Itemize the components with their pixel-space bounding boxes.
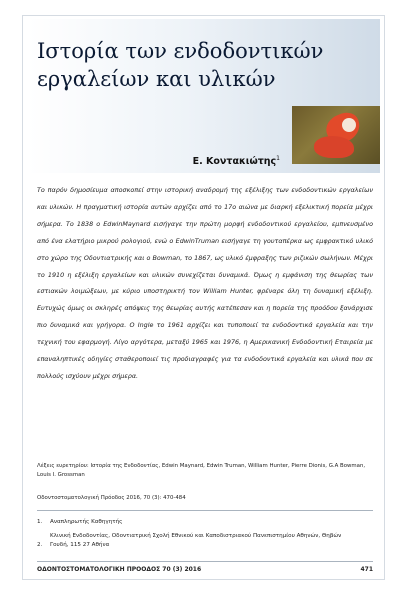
- article-title: Ιστορία των ενδοδοντικών εργαλείων και υλικών: [37, 39, 324, 91]
- header-photo: [292, 106, 380, 164]
- footnotes: [37, 518, 373, 551]
- page-number: 471: [360, 566, 373, 573]
- footnote-3: 2. Γουδή, 115 27 Αθήνα: [37, 542, 110, 548]
- author-marker: 1: [276, 155, 280, 162]
- citation: Οδοντοστοματολογική Πρόοδος 2016, 70 (3): 470-484: [37, 495, 186, 501]
- keywords-label: Λέξεις ευρετηρίου:: [37, 463, 89, 469]
- keywords-text: Ιστορία της Ενδοδοντίας, Edwin Maynard, Edwin Truman, William Hunter, Pierre Dionis, G.A Bowman, Louis I. Grossman: [37, 463, 366, 478]
- abstract: Το παρόν δημοσίευμα αποσκοπεί στην ιστορική αναδρομή της εξέλιξης των ενδοδοντικών εργαλείων και υλικών. Η πραγματική ιστορία αυτών αρχίζει από το 17ο αιώνα με διαρκή εξελικτική πορεία μέχρι σήμερα. Το 1838 ο EdwinMaynard εισήγαγε την πρώτη μορφή ενδοδοντικού εργαλείου, εμπνευσμένο από ένα ελατήριο μικρού ρολογιού, ενώ ο EdwinTruman εισήγαγε τη γουταπέρκα ως εμφρακτικό υλικό στο χώρο της Οδοντιατρικής και ο Bowman, το 1867, ως υλικό έμφραξης των ριζικών σωλήνων. Μέχρι το 1910 η εξέλιξη εργαλείων και υλικών συνεχίζεται δυναμικά. Όμως η εμφάνιση της θεωρίας των εστιακών λοιμώξεων, με κύριο υποστηρικτή τον William Hunter, φρέναρε όλη τη δυναμική εξέλιξη. Ευτυχώς όμως οι σκληρές απόψεις της θεωρίας αυτής κατέπεσαν και η πορεία της προόδου ξανάρχισε πιο δυναμικά και γρήγορα. Ο Ingle το 1961 αρχίζει και τυποποιεί τα ενδοδοντικά εργαλεία και την τεχνική του εφαρμογή. Λίγο αργότερα, μεταξύ 1965 και 1976, η Αμερικανική Ενδοδοντική Εταιρεία με επαναληπτικές οδηγίες σταθεροποιεί τις προδιαγραφές για τα ενδοδοντικά εργαλεία και υλικά που σε πολλούς ισχύουν μέχρι σήμερα.: [37, 186, 373, 380]
- keywords: [37, 462, 373, 480]
- footer-journal: ΟΔΟΝΤΟΣΤΟΜΑΤΟΛΟΓΙΚΗ ΠΡΟΟΔΟΣ 70 (3) 2016: [37, 566, 202, 573]
- footnote-1: 1. Αναπληρωτής Καθηγητής: [37, 519, 123, 525]
- author-name: Ε. Κοντακιώτης: [192, 156, 277, 168]
- divider-bottom: [37, 561, 373, 562]
- author-line: [193, 155, 280, 167]
- footnote-2: Κλινική Ενδοδοντίας, Οδοντιατρική Σχολή Εθνικού και Καποδιστριακού Πανεπιστημίου Αθηνών, Θηβών: [50, 532, 342, 539]
- page-footer: [37, 566, 373, 573]
- divider-top: [37, 510, 373, 511]
